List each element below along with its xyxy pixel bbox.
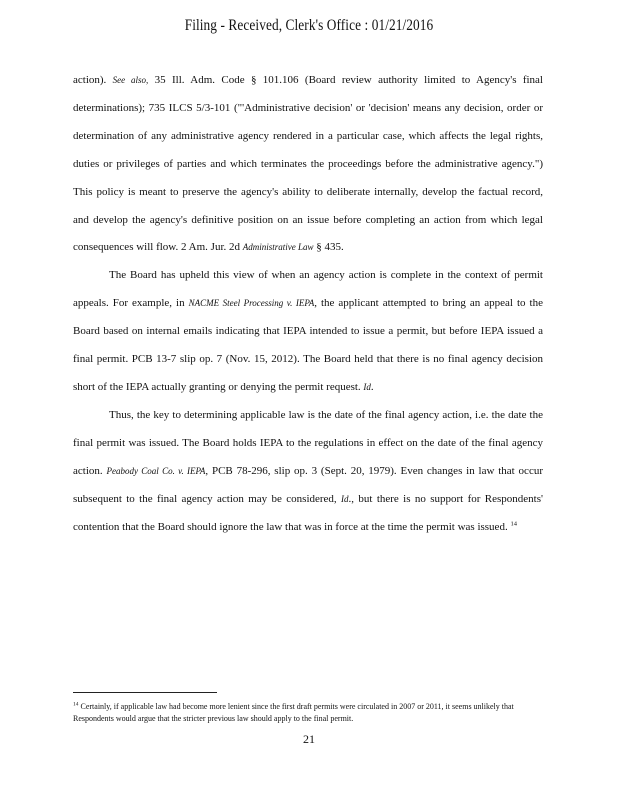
filing-stamp-header: Filing - Received, Clerk's Office : 01/21/2016: [184, 17, 434, 34]
text-run: ., but there is no support for Respondents' contention that the Board should ignore the law that was in force at the time the permit was issued.: [73, 492, 543, 533]
text-run: Thus, the key to determining applicable law is the date of the final agency action, i.e. the date the final permit was issued. The Board holds IEPA to the regulations in effect on the date of the final agency action.: [73, 408, 543, 477]
text-run: 35 Ill. Adm. Code § 101.106 (Board review authority limited to Agency's final determinations); 735 ILCS 5/3-101 ("'Administrative decision' or 'decision' means any decision, order or determination of any administrative agency rendered in a particular case, which affects the legal rights, duties or privileges of parties and which terminates the proceedings before the administrative agency.") This policy is meant to preserve the agency's ability to deliberate internally, develop the factual record, and develop the agency's definitive position on an issue before completing an action from which legal consequences will flow. 2 Am. Jur. 2d: [73, 74, 543, 254]
citation-italic: Peabody Coal Co. v. IEPA: [106, 465, 206, 476]
page-number: 21: [303, 732, 315, 746]
document-body: [73, 67, 543, 541]
footnote-text: Certainly, if applicable law had become more lenient since the first draft permits were circulated in 2007 or 2011, it seems unlikely that Respondents would argue that the stricter previous law should apply to the final permit.: [73, 702, 514, 723]
footnote-divider: [73, 692, 217, 693]
citation-italic: NACME Steel Processing v. IEPA: [188, 298, 315, 309]
citation-italic: Id: [363, 381, 371, 392]
text-run: .: [370, 380, 374, 393]
footnote-number: 14: [73, 701, 79, 708]
paragraph-2: [73, 262, 543, 402]
text-run: § 435.: [313, 241, 344, 254]
text-run: , the applicant attempted to bring an appeal to the Board based on internal emails indicating that IEPA intended to issue a permit, but before IEPA issued a final permit. PCB 13-7 slip op. 7 (Nov. 15, 2012). The Board held that there is no final agency decision short of the IEPA actually granting or denying the permit request.: [73, 297, 543, 393]
footnote: [73, 701, 539, 725]
text-run: action).: [73, 74, 113, 86]
citation-italic: Administrative Law: [242, 242, 314, 253]
paragraph-1: [73, 67, 543, 262]
text-run: The Board has upheld this view of when an agency action is complete in the context of permit appeals. For example, in: [73, 269, 543, 310]
text-run: , PCB 78-296, slip op. 3 (Sept. 20, 1979). Even changes in law that occur subsequent to the final agency action may be considered,: [73, 464, 543, 505]
citation-italic: See also,: [112, 75, 149, 85]
paragraph-3: [73, 402, 543, 542]
citation-italic: Id: [341, 493, 349, 504]
footnote-reference: 14: [510, 519, 517, 527]
